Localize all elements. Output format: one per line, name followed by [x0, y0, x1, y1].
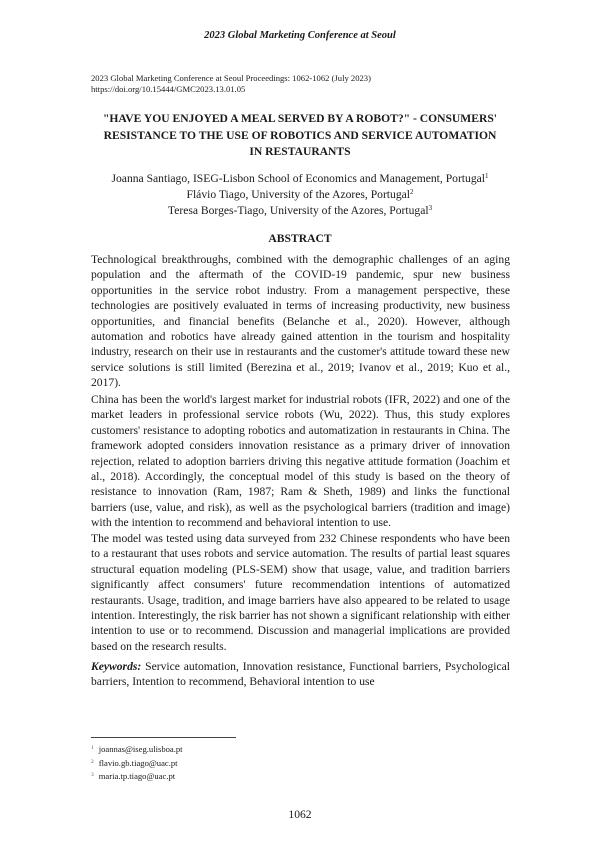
keywords — [91, 659, 510, 690]
running-header: 2023 Global Marketing Conference at Seoul — [204, 30, 396, 41]
abstract-paragraph — [91, 252, 510, 391]
footnote — [91, 742, 183, 756]
footnote-marker: 2 — [410, 188, 414, 196]
proceedings-info — [91, 73, 371, 95]
footnote-marker: 3 — [428, 204, 433, 212]
paragraph-text: The model was tested using data surveyed from 232 Chinese respondents who have been to a restaurant that uses robots and service automation. The results of partial least squares structural equation modeling (PLS-SEM) show that usage, value, and tradition barriers significantly affect consumers' future recommendation intentions of automatized restaurants. Usage, tradition, and image barriers have also appeared to be related to usage intention. Interestingly, the risk barrier has not shown a significant relationship with either intention to use or to recommend. Discussion and managerial implications are provided based on the research results. — [91, 532, 510, 653]
footnote-number: 2 — [91, 758, 94, 765]
author-line — [60, 203, 540, 219]
footnote — [91, 756, 183, 770]
title-line: "HAVE YOU ENJOYED A MEAL SERVED BY A ROBOT?" - CONSUMERS' — [102, 112, 498, 125]
email-link[interactable]: maria.tp.tiago@uac.pt — [98, 771, 176, 782]
abstract-paragraph — [91, 392, 510, 531]
footnote-number: 3 — [91, 772, 94, 779]
author-list — [60, 171, 540, 219]
footnote — [91, 769, 183, 783]
paragraph-text: China has been the world's largest market for industrial robots (IFR, 2022) and one of the market leaders in professional service robots (Wu, 2022). Thus, this study explores customers' resistance to adopting robotics and automatization in restaurants in China. The framework adopted considers innovation resistance as a primary driver of innovation rejection, related to adoption barriers driving this negative attitude formation (Joachim et al., 2018). Accordingly, the conceptual model of this study is based on the theory of resistance to innovation (Ram, 1987; Ram & Sheth, 1989) and links the functional barriers (use, value, and risk), as well as the psychological barriers (tradition and image) with the intention to recommend and behavioral intention to use. — [91, 393, 510, 530]
author-line — [60, 171, 540, 187]
abstract-heading: ABSTRACT — [268, 232, 332, 245]
keywords-text: Service automation, Innovation resistance, Functional barriers, Psychological barriers, Intention to recommend, Behavioral intention to use — [91, 660, 510, 689]
author-affiliation: Joanna Santiago, ISEG-Lisbon School of Economics and Management, Portugal — [111, 172, 485, 185]
page-number: 1062 — [288, 808, 312, 821]
doi-link[interactable]: https://doi.org/10.15444/GMC2023.13.01.05 — [91, 84, 246, 94]
email-link[interactable]: flavio.gb.tiago@uac.pt — [98, 757, 178, 768]
abstract-paragraph — [91, 531, 510, 654]
author-affiliation: Teresa Borges-Tiago, University of the Azores, Portugal — [167, 204, 429, 217]
keywords-label: Keywords: — [91, 660, 142, 673]
email-link[interactable]: joannas@iseg.ulisboa.pt — [98, 744, 183, 754]
footnote-number: 1 — [91, 745, 94, 751]
keywords-paragraph — [91, 659, 510, 690]
author-affiliation: Flávio Tiago, University of the Azores, Portugal — [186, 188, 410, 201]
footnote-divider — [91, 737, 236, 738]
paper-title — [85, 111, 515, 161]
footnote-marker: 1 — [485, 172, 489, 180]
title-line: IN RESTAURANTS — [249, 145, 351, 158]
proceedings-citation: 2023 Global Marketing Conference at Seoul Proceedings: 1062-1062 (July 2023) — [91, 73, 371, 83]
paragraph-text: Technological breakthroughs, combined with the demographic challenges of an aging population and the aftermath of the COVID-19 pandemic, spur new business opportunities in the service robot industry. From a management perspective, these technologies are positively evaluated in terms of increasing productivity, new business opportunities, and financial benefits (Belanche et al., 2020). However, although automation and robotics have already gained attention in the tourism and hospitality industry, research on their use in restaurants and the customer's attitude toward these new service solutions is still limited (Berezina et al., 2019; Ivanov et al., 2019; Kuo et al., 2017). — [91, 253, 510, 390]
author-line — [60, 187, 540, 203]
title-line: RESISTANCE TO THE USE OF ROBOTICS AND SERVICE AUTOMATION — [103, 128, 497, 142]
footnotes — [91, 742, 183, 783]
